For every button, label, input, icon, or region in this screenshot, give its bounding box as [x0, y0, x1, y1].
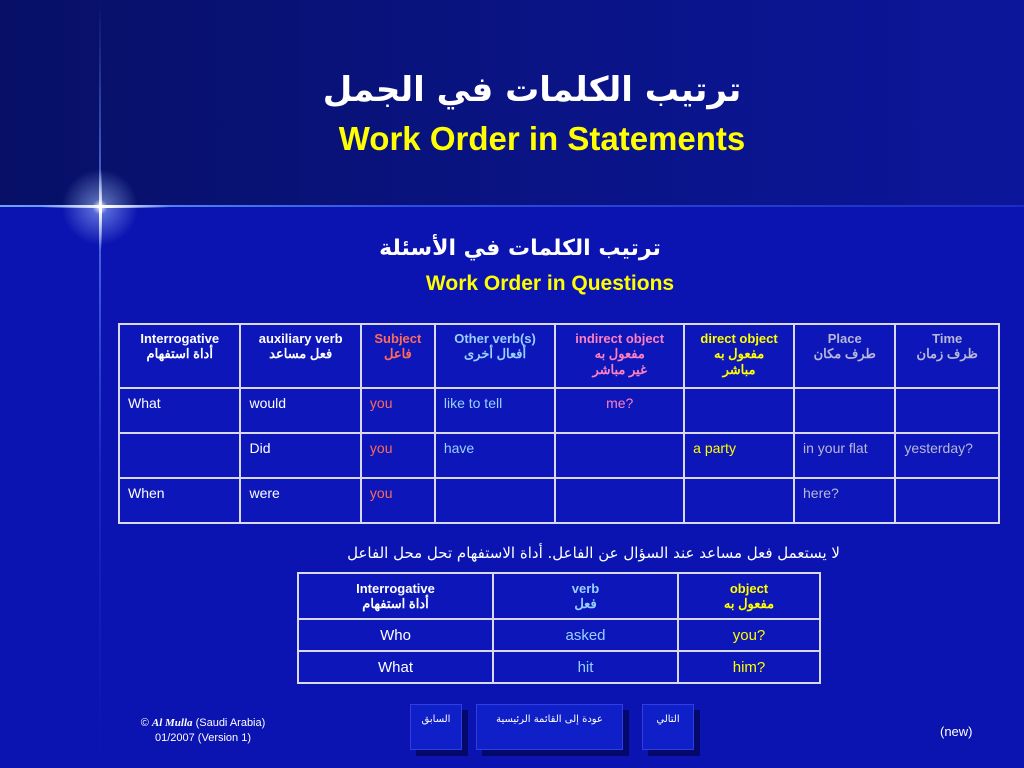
header-direct-object: [684, 324, 794, 388]
cell-verb: asked: [493, 619, 678, 651]
cell-subject: you: [361, 388, 435, 433]
author-name: Al Mulla: [151, 717, 193, 729]
cell-interrogative: What: [298, 651, 493, 683]
header-label: direct object: [700, 331, 778, 346]
table-row: [119, 388, 999, 433]
header-label-arabic: ظرف زمان: [916, 346, 978, 361]
subtitle-english: Work Order in Questions: [425, 272, 675, 295]
header-label: verb: [571, 580, 600, 596]
cell-interrogative: When: [119, 478, 240, 523]
cell-place: [794, 388, 895, 433]
cell-direct-object: [684, 388, 794, 433]
next-label: التالي: [656, 714, 680, 725]
main-menu-label: عودة إلى القائمة الرئيسية: [496, 714, 603, 725]
header-label-arabic: مفعول به: [723, 595, 775, 611]
cell-indirect-object: [555, 433, 684, 478]
questions-word-order-table: [118, 323, 1000, 524]
header-label: indirect object: [575, 331, 665, 346]
header-label: Place: [827, 331, 862, 346]
cell-time: [895, 478, 999, 523]
cell-indirect-object: me?: [555, 388, 684, 433]
header-label: auxiliary verb: [258, 331, 343, 346]
table-header-row: [298, 573, 820, 619]
header-interrogative: [298, 573, 493, 619]
cell-place: in your flat: [794, 433, 895, 478]
header-place: [794, 324, 895, 388]
cell-direct-object: [684, 478, 794, 523]
cell-verb: hit: [493, 651, 678, 683]
header-label-arabic-2: غير مباشر: [592, 362, 647, 377]
header-label-arabic: فعل: [574, 595, 597, 611]
header-auxiliary-verb: [240, 324, 360, 388]
header-label-arabic: أفعال أخرى: [463, 346, 527, 361]
cell-time: yesterday?: [895, 433, 999, 478]
cell-object: you?: [678, 619, 820, 651]
flare-vertical-ray: [99, 170, 102, 250]
title-english: Work Order in Statements: [338, 120, 746, 157]
header-label-arabic: فاعل: [383, 346, 412, 361]
table-row: [119, 433, 999, 478]
cell-auxiliary-verb: were: [240, 478, 360, 523]
cell-auxiliary-verb: Did: [240, 433, 360, 478]
header-label: Time: [932, 331, 963, 346]
header-label-arabic: أداة استفهام: [362, 595, 429, 611]
flare-horizontal-ray: [40, 205, 170, 208]
header-label: Interrogative: [140, 331, 220, 346]
version-text: 01/2007 (Version 1): [154, 732, 251, 744]
header-label-arabic-2: مباشر: [722, 362, 756, 377]
title-arabic: ترتيب الكلمات في الجمل: [322, 70, 742, 110]
cell-place: here?: [794, 478, 895, 523]
table-row: [298, 619, 820, 651]
next-slide-button[interactable]: [642, 704, 694, 750]
main-menu-button[interactable]: [476, 704, 623, 750]
author-country: (Saudi Arabia): [195, 717, 266, 729]
header-interrogative: [119, 324, 240, 388]
header-label-arabic: طرف مكان: [813, 346, 876, 361]
header-label-arabic: مفعول به: [713, 346, 765, 361]
table-header-row: [119, 324, 999, 388]
cell-other-verbs: [435, 478, 555, 523]
previous-label: السابق: [421, 714, 451, 725]
header-label-arabic: أداة استفهام: [146, 346, 213, 361]
header-other-verbs: [435, 324, 555, 388]
header-label: object: [729, 580, 769, 596]
cell-subject: you: [361, 478, 435, 523]
table-row: [298, 651, 820, 683]
header-label: Interrogative: [356, 580, 435, 596]
cell-object: him?: [678, 651, 820, 683]
new-label: (new): [940, 724, 973, 739]
cell-other-verbs: like to tell: [435, 388, 555, 433]
header-verb: [493, 573, 678, 619]
cell-auxiliary-verb: would: [240, 388, 360, 433]
subject-questions-table: [297, 572, 821, 684]
copyright-symbol: ©: [140, 717, 149, 729]
header-label: Subject: [374, 331, 422, 346]
decorative-vertical-line: [99, 0, 101, 768]
cell-indirect-object: [555, 478, 684, 523]
cell-other-verbs: have: [435, 433, 555, 478]
header-label-arabic: فعل مساعد: [269, 346, 333, 361]
cell-interrogative: What: [119, 388, 240, 433]
cell-interrogative: Who: [298, 619, 493, 651]
table-row: [119, 478, 999, 523]
header-label-arabic: مفعول به: [594, 346, 645, 361]
previous-slide-button[interactable]: [410, 704, 462, 750]
cell-time: [895, 388, 999, 433]
cell-subject: you: [361, 433, 435, 478]
header-label: Other verb(s): [454, 331, 536, 346]
header-subject: [361, 324, 435, 388]
footer-copyright: [128, 716, 278, 746]
subtitle-arabic: ترتيب الكلمات في الأسئلة: [379, 236, 661, 261]
header-time: [895, 324, 999, 388]
header-indirect-object: [555, 324, 684, 388]
cell-interrogative: [119, 433, 240, 478]
cell-direct-object: a party: [684, 433, 794, 478]
arabic-note: لا يستعمل فعل مساعد عند السؤال عن الفاعل. أداة الاستفهام تحل محل الفاعل: [347, 544, 840, 562]
header-object: [678, 573, 820, 619]
